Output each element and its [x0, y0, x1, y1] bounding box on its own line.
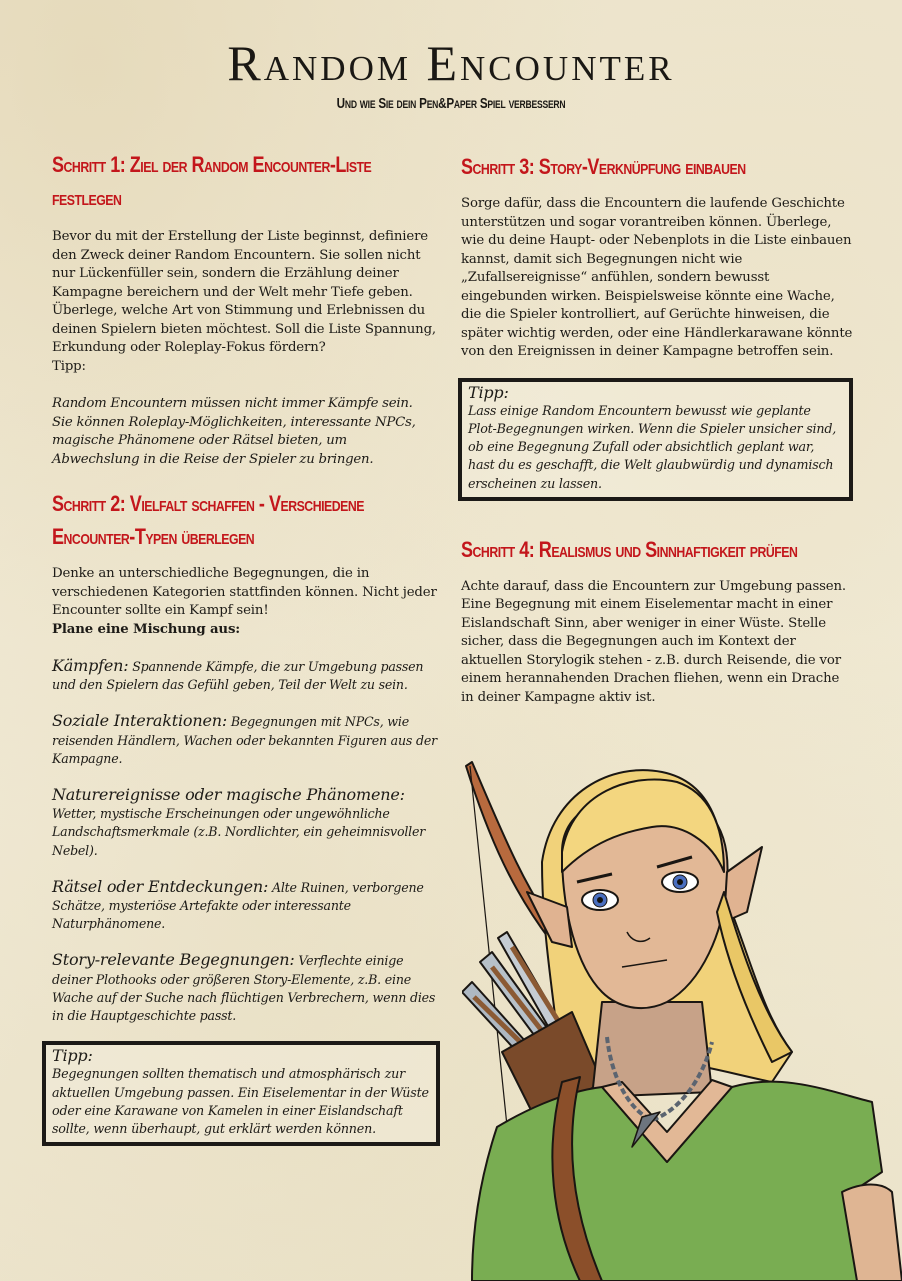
encounter-type-text: Spannende Kämpfe, die zur Umgebung passen und den Spielern das Gefühl geben, Teil der Welt zu sein. [52, 659, 424, 693]
step-4-body: Achte darauf, dass die Encountern zur Umgebung passen. Eine Begegnung mit einem Eiselementar macht in einer Eislandschaft Sinn, aber weniger in einer Wüste. Stelle sicher, dass die Begegnungen auch im Kontext der aktuellen Storylogik stehen - z.B. durch Reisende, die vor einem herannahenden Drachen fliehen, wenn ein Drache in deiner Kampagne aktiv ist. [461, 578, 846, 705]
step-3-heading-line1: Schritt 3: Story-Verknüpfung einbauen [461, 154, 746, 179]
step-2-body: Denke an unterschiedliche Begegnungen, die in verschiedenen Kategorien stattfinden können. Nicht jeder Encounter sollte ein Kampf sein! [52, 566, 437, 618]
step-1-body: Bevor du mit der Erstellung der Liste beginnst, definiere den Zweck deiner Random Encountern. Sie sollen nicht nur Lückenfüller sein, sondern die Erzählung deiner Kampagne bereichern und der Welt mehr Tiefe geben. Überlege, welche Art von Stimmung und Erlebnissen du deinen Spielern bieten möchtest. Soll die Liste Spannung, Erkundung oder Roleplay-Fokus fördern? [52, 229, 437, 355]
section-step-4 [461, 533, 853, 708]
section-step-1 [52, 148, 437, 469]
step-4-heading-line1: Schritt 4: Realismus und Sinnhaftigkeit prüfen [461, 536, 798, 562]
encounter-type-lead: Naturereignisse oder magische Phänomene: [52, 785, 405, 805]
encounter-type-combat [52, 657, 437, 694]
encounter-type-lead: Kämpfen: [52, 656, 129, 675]
encounter-type-puzzle [52, 878, 437, 934]
section-step-3 [461, 150, 853, 501]
tip-text: Lass einige Random Encountern bewusst wie geplante Plot-Begegnungen wirken. Wenn die Spieler unsicher sind, ob eine Begegnung Zufall oder absichtlich geplant war, hast du es geschafft, die Welt glaubwürdig und dynamisch erscheinen zu lassen. [468, 402, 837, 491]
step-1-tip-text: Random Encountern müssen nicht immer Kämpfe sein. Sie können Roleplay-Möglichkeiten, interessante NPCs, magische Phänomene oder Rätsel bieten, um Abwechslung in die Reise der Spieler zu bringen. [52, 396, 416, 467]
left-column [52, 148, 437, 1146]
page-title: Random Encounter [227, 35, 675, 91]
step-1-tip-label: Tipp: [52, 358, 86, 374]
step-2-heading [52, 487, 437, 553]
encounter-type-social [52, 712, 437, 768]
encounter-type-text: Begegnungen mit NPCs, wie reisenden Händlern, Wachen oder bekannten Figuren aus der Kampagne. [52, 714, 437, 766]
step-2-heading-line2: Encounter-Typen überlegen [52, 524, 255, 549]
encounter-type-nature [52, 786, 437, 860]
encounter-type-story [52, 951, 437, 1025]
step-2-body-bold: Plane eine Mischung aus: [52, 621, 241, 637]
tip-label: Tipp: [468, 382, 509, 402]
encounter-type-text: Wetter, mystische Erscheinungen oder ungewöhnliche Landschaftsmerkmale (z.B. Nordlichter, ein geheimnisvoller Nebel). [52, 806, 426, 858]
step-1-heading-line1: Schritt 1: Ziel der Random Encounter-Liste [52, 152, 372, 177]
encounter-type-lead: Rätsel oder Entdeckungen: [52, 876, 269, 896]
encounter-type-lead: Soziale Interaktionen: [52, 711, 228, 731]
step-4-heading [461, 533, 853, 566]
tip-label: Tipp: [52, 1046, 93, 1066]
green-tunic [472, 1082, 892, 1281]
step-2-heading-line1: Schritt 2: Vielfalt schaffen - Verschiedene [52, 491, 364, 516]
encounter-type-lead: Story-relevante Begegnungen: [52, 950, 295, 970]
encounter-type-text: Alte Ruinen, verborgene Schätze, mysteriöse Artefakte oder interessante Naturphänomene. [52, 879, 424, 932]
right-column [461, 150, 853, 707]
encounter-type-text: Verflechte einige deiner Plothooks oder größeren Story-Elemente, z.B. eine Wache auf der Suche nach flüchtigen Verbrechern, wenn dies in die Hauptgeschichte passt. [52, 953, 436, 1024]
step-2-tip-box [42, 1041, 440, 1146]
page-subtitle: Und wie Sie dein Pen&Paper Spiel verbessern [336, 95, 566, 112]
step-3-heading [461, 150, 853, 183]
step-3-body: Sorge dafür, dass die Encountern die laufende Geschichte unterstützen und sogar vorantreiben können. Überlege, wie du deine Haupt- oder Nebenplots in die Liste einbauen kannst, damit sich Begegnungen nicht wie „Zufallsereignisse“ anfühlen, sondern bewusst eingebunden wirken. Beispielsweise könnte eine Wache, die die Spieler kontrolliert, auf Gerüchte hinweisen, die später wichtig werden, oder eine Händlerkarawane könnte von den Ereignissen in deiner Kampagne betroffen sein. [461, 196, 853, 359]
step-3-tip-box [458, 378, 853, 501]
tip-text: Begegnungen sollten thematisch und atmosphärisch zur aktuellen Umgebung passen. Ein Eiselementar in der Wüste oder eine Karawane von Kamelen in einer Eislandschaft sollte, wenn überhaupt, gut erklärt werden können. [52, 1066, 429, 1137]
section-step-2 [52, 487, 437, 1146]
step-1-heading-line2: festlegen [52, 185, 122, 210]
step-1-heading [52, 148, 437, 214]
elf-archer-illustration [462, 752, 902, 1281]
